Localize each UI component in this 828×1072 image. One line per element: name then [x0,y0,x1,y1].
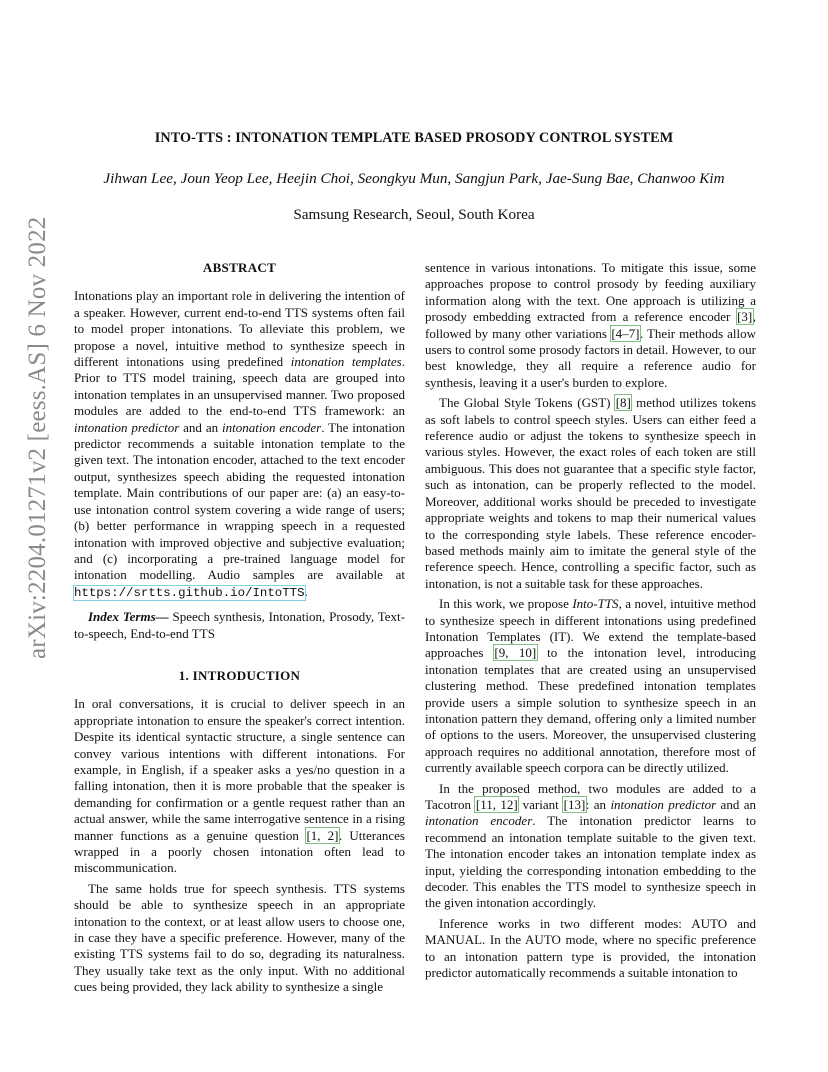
audio-samples-link[interactable]: https://srtts.github.io/IntoTTS [74,585,305,600]
intro-paragraph-1: In oral conversations, it is crucial to deliver speech in an appropriate intonation to ensure the speaker's correct intention. Despite its identical syntactic structure, a single sentence can convey various intentions with different intonations. For example, in English, if a speaker asks a yes/no question in a falling intonation, then it is more probable that the speaker is demanding for confirmation or a gentle request rather than an actual answer, while the same interrogative sentence in a rising manner functions as a genuine question [1, 2]. Utterances wrapped in a poorly chosen intonation often lead to miscommunication. [74,696,405,876]
right-paragraph-4: In the proposed method, two modules are added to a Tacotron [11, 12] variant [13]: an intonation predictor and an intonation encoder. The intonation predictor learns to recommend an intonation template suitable to the given text. The intonation encoder takes an intonation template index as input, yielding the corresponding intonation embedding to the decoder. This enables the TTS model to synthesize speech in the given intonation accordingly. [425,780,756,911]
affiliation: Samsung Research, Seoul, South Korea [293,206,535,223]
intro-paragraph-2: The same holds true for speech synthesis. TTS systems should be able to synthesize speech in an appropriate intonation to the context, or at least allow users to choose one, in case they have a specific preference. However, many of the existing TTS systems fail to do so, degrading its naturalness. They usually take text as the only input. With no additional cues being provided, they lack ability to synthesize a single [74,880,405,995]
right-column [425,260,756,981]
introduction-heading: 1. INTRODUCTION [178,667,301,683]
left-column [74,260,405,996]
right-paragraph-3: In this work, we propose Into-TTS, a novel, intuitive method to synthesize speech in different intonations using predefined Intonation Templates (IT). We extend the template-based approaches [9, 10] to the intonation level, introducing intonation templates that are created using an unsupervised clustering method. These predefined intonation templates provide users a simple solution to synthesize speech in an intonation pattern they demand, offering only a limited number of options to the users. Moreover, the unsupervised clustering approach requires no additional annotation, therefore most of currently available speech corpora can be directly utilized. [425,596,756,776]
citation-link[interactable]: [4–7] [611,325,640,341]
citation-link[interactable]: [11, 12] [475,797,518,812]
index-terms: Index Terms— Speech synthesis, Intonation, Prosody, Text-to-speech, End-to-end TTS [74,609,405,641]
author-list: Jihwan Lee, Joun Yeop Lee, Heejin Choi, Seongkyu Mun, Sangjun Park, Jae-Sung Bae, Chanwoo Kim [103,170,725,187]
arxiv-identifier: arXiv:2204.01271v2 [eess.AS] 6 Nov 2022 [24,216,51,659]
citation-link[interactable]: [3] [737,309,753,325]
right-paragraph-2: The Global Style Tokens (GST) [8] method utilizes tokens as soft labels to control speech styles. Users can either feed a reference audio or adjust the tokens to synthesize speech in various styles. However, the exact roles of each token are still ambiguous. This does not guarantee that a specific style factor, such as intonation, can be properly reflected to the model. Moreover, additional works should be preceded to investigate appropriate weights and tokens to map their numerical values to the corresponding style labels. These reference encoder-based methods mainly aim to imitate the general style of the reference speech. Hence, controlling a specific factor, such as intonation, is not a suitable task for these approaches. [425,395,756,591]
citation-link[interactable]: [1, 2] [306,827,339,843]
paper-title: INTO-TTS : INTONATION TEMPLATE BASED PROSODY CONTROL SYSTEM [154,130,674,146]
right-paragraph-5: Inference works in two different modes: AUTO and MANUAL. In the AUTO mode, where no specific preference to an intonation pattern type is provided, the intonation predictor automatically recommends a suitable intonation to [425,915,756,981]
citation-link[interactable]: [9, 10] [494,645,537,661]
abstract-heading: ABSTRACT [202,260,277,275]
arxiv-stamp [21,216,55,659]
citation-link[interactable]: [13] [563,797,586,812]
citation-link[interactable]: [8] [615,395,631,411]
right-paragraph-1: sentence in various intonations. To mitigate this issue, some approaches propose to control prosody by feeding auxiliary information along with the text. One approach is utilizing a prosody embedding extracted from a reference encoder [3], followed by many other variations [4–7]. Their methods allow users to control some prosody factors in detail. However, to our best knowledge, they all require a reference audio for synthesis, leaving it a user's burden to explore. [425,260,756,390]
abstract-paragraph: Intonations play an important role in delivering the intention of a speaker. However, current end-to-end TTS systems often fail to model proper intonations. To alleviate this problem, we propose a novel, intuitive method to synthesize speech in different intonations using predefined intonation templates. Prior to TTS model training, speech data are grouped into intonation templates in an unsupervised manner. Two proposed modules are added to the end-to-end TTS framework: an intonation predictor and an intonation encoder. The intonation predictor recommends a suitable intonation template to the given text. The intonation encoder, attached to the text encoder output, synthesizes speech abiding the requested intonation template. Main contributions of our paper are: (a) an easy-to-use intonation control system covering a wide range of users; (b) better performance in wrapping speech in a requested intonation with improved objective and subjective evaluation; and (c) incorporating a pre-trained language model for intonation modelling. Audio samples are available at https://srtts.github.io/IntoTTS. [74,288,405,600]
